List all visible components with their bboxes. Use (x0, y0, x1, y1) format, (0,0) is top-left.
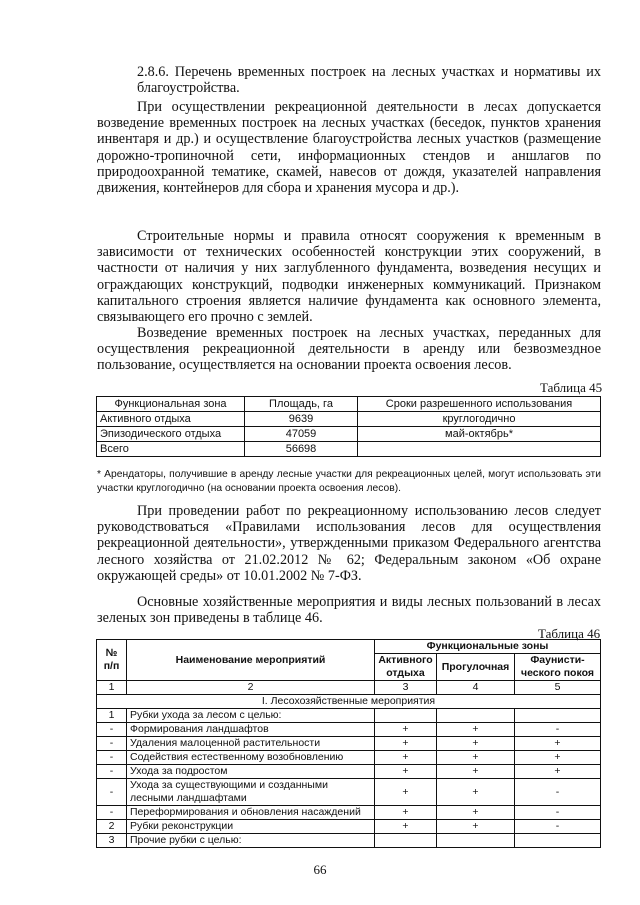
cell-zone-walking: + (437, 779, 515, 806)
table-row (97, 709, 601, 723)
cell-area: 9639 (245, 412, 358, 427)
cell-zone-active: + (375, 779, 437, 806)
table-row (97, 806, 601, 820)
header-zone-walking: Прогулочная (437, 654, 515, 681)
cell-activity: Формирования ландшафтов (127, 723, 375, 737)
table-header-row (97, 640, 601, 654)
header-name: Наименование мероприятий (127, 640, 375, 681)
header-num: № п/п (97, 640, 127, 681)
table-row (97, 834, 601, 848)
cell-activity: Рубки ухода за лесом с целью: (127, 709, 375, 723)
cell-num: - (97, 723, 127, 737)
table-header-row (97, 397, 601, 412)
cell-zone-active (375, 709, 437, 723)
cell-zone-fauna: + (515, 737, 601, 751)
cell-activity: Прочие рубки с целью: (127, 834, 375, 848)
cell-zone-fauna: - (515, 723, 601, 737)
cell-activity: Ухода за подростом (127, 765, 375, 779)
cell-zone-fauna: - (515, 820, 601, 834)
cell-zone-walking: + (437, 820, 515, 834)
cell-zone-active: + (375, 737, 437, 751)
table-row (97, 737, 601, 751)
cell-zone-fauna (515, 709, 601, 723)
cell-activity: Ухода за существующими и созданными лесными ландшафтами (127, 779, 375, 806)
cell-zone-active: + (375, 806, 437, 820)
header-zone: Функциональная зона (97, 397, 245, 412)
paragraph-temporary-buildings: При осуществлении рекреационной деятельности в лесах допускается возведение временных построек на лесных участках (беседок, пунктов хранения инвентаря и др.) и осуществление благоустройства лесных участков (размещение дорожно-тропиночной сети, информационных стендов и аншлагов по природоохранной тематике, скамей, навесов от дождя, указателей направления движения, контейнеров для сбора и хранения мусора и др.). (97, 99, 601, 197)
table-row (97, 820, 601, 834)
colnum-4: 4 (437, 681, 515, 695)
cell-zone: Активного отдыха (97, 412, 245, 427)
cell-zone-fauna: + (515, 751, 601, 765)
table-46 (96, 639, 601, 848)
colnum-5: 5 (515, 681, 601, 695)
cell-area: 47059 (245, 427, 358, 442)
page-number: 66 (313, 862, 327, 877)
cell-zone-active (375, 834, 437, 848)
table-45 (96, 396, 601, 457)
cell-num: 3 (97, 834, 127, 848)
cell-zone-active: + (375, 723, 437, 737)
table-row-total (97, 442, 601, 457)
colnum-3: 3 (375, 681, 437, 695)
paragraph-rules: При проведении работ по рекреационному использованию лесов следует руководствоваться «Правилами использования лесов для осуществления рекреационной деятельности», утвержденными приказом Федерального агентства лесного хозяйства от 21.02.2012 № 62; Федеральным законом «Об охране окружающей среды» от 10.01.2002 № 7-ФЗ. (97, 503, 601, 584)
cell-zone-fauna: - (515, 779, 601, 806)
cell-zone: Эпизодического отдыха (97, 427, 245, 442)
table45-footnote: * Арендаторы, получившие в аренду лесные участки для рекреационных целей, могут использовать эти участки круглогодично (на основании проекта освоения лесов). (97, 469, 601, 495)
header-zone-fauna: Фаунисти-ческого покоя (515, 654, 601, 681)
cell-zone-fauna: + (515, 765, 601, 779)
cell-num: 1 (97, 709, 127, 723)
cell-zone-walking (437, 834, 515, 848)
cell-zone-walking: + (437, 765, 515, 779)
cell-zone-fauna (515, 834, 601, 848)
header-zone-active: Активного отдыха (375, 654, 437, 681)
cell-area: 56698 (245, 442, 358, 457)
cell-zone: Всего (97, 442, 245, 457)
cell-zone-fauna: - (515, 806, 601, 820)
table-row (97, 751, 601, 765)
table-row (97, 427, 601, 442)
cell-zone-active: + (375, 765, 437, 779)
table46-caption: Таблица 46 (538, 626, 601, 641)
cell-num: - (97, 779, 127, 806)
colnum-1: 1 (97, 681, 127, 695)
section-title: I. Лесохозяйственные мероприятия (97, 695, 601, 709)
cell-zone-walking (437, 709, 515, 723)
cell-num: - (97, 751, 127, 765)
cell-zone-walking: + (437, 723, 515, 737)
cell-zone-active: + (375, 820, 437, 834)
cell-period: круглогодично (358, 412, 601, 427)
table-row (97, 779, 601, 806)
cell-num: - (97, 765, 127, 779)
colnum-2: 2 (127, 681, 375, 695)
cell-zone-walking: + (437, 737, 515, 751)
cell-zone-active: + (375, 751, 437, 765)
cell-period: май-октябрь* (358, 427, 601, 442)
paragraph-table-reference: Основные хозяйственные мероприятия и виды лесных пользований в лесах зеленых зон приведены в таблице 46. (97, 594, 601, 627)
cell-activity: Удаления малоценной растительности (127, 737, 375, 751)
table-row (97, 765, 601, 779)
cell-num: 2 (97, 820, 127, 834)
header-period: Сроки разрешенного использования (358, 397, 601, 412)
table-colnum-row (97, 681, 601, 695)
paragraph-lease-basis: Возведение временных построек на лесных участках, переданных для осуществления рекреационной деятельности в аренду или безвозмездное пользование, осуществляется на основании проекта освоения лесов. (97, 325, 601, 374)
header-area: Площадь, га (245, 397, 358, 412)
cell-activity: Содействия естественному возобновлению (127, 751, 375, 765)
cell-zone-walking: + (437, 806, 515, 820)
cell-num: - (97, 806, 127, 820)
header-zones-group: Функциональные зоны (375, 640, 601, 654)
table-section-row (97, 695, 601, 709)
table45-caption: Таблица 45 (540, 380, 603, 395)
cell-num: - (97, 737, 127, 751)
section-heading: 2.8.6. Перечень временных построек на лесных участках и нормативы их благоустройства. (137, 64, 601, 97)
cell-period (358, 442, 601, 457)
table-row (97, 412, 601, 427)
cell-activity: Переформирования и обновления насаждений (127, 806, 375, 820)
table-row (97, 723, 601, 737)
paragraph-building-norms: Строительные нормы и правила относят сооружения к временным в зависимости от технических особенностей конструкции этих сооружений, в частности от наличия у них заглубленного фундамента, возведения несущих и ограждающих конструкций, подводки инженерных коммуникаций. Признаком капитального строения является наличие фундамента как основного элемента, связывающего его прочно с землей. (97, 228, 601, 326)
cell-activity: Рубки реконструкции (127, 820, 375, 834)
cell-zone-walking: + (437, 751, 515, 765)
